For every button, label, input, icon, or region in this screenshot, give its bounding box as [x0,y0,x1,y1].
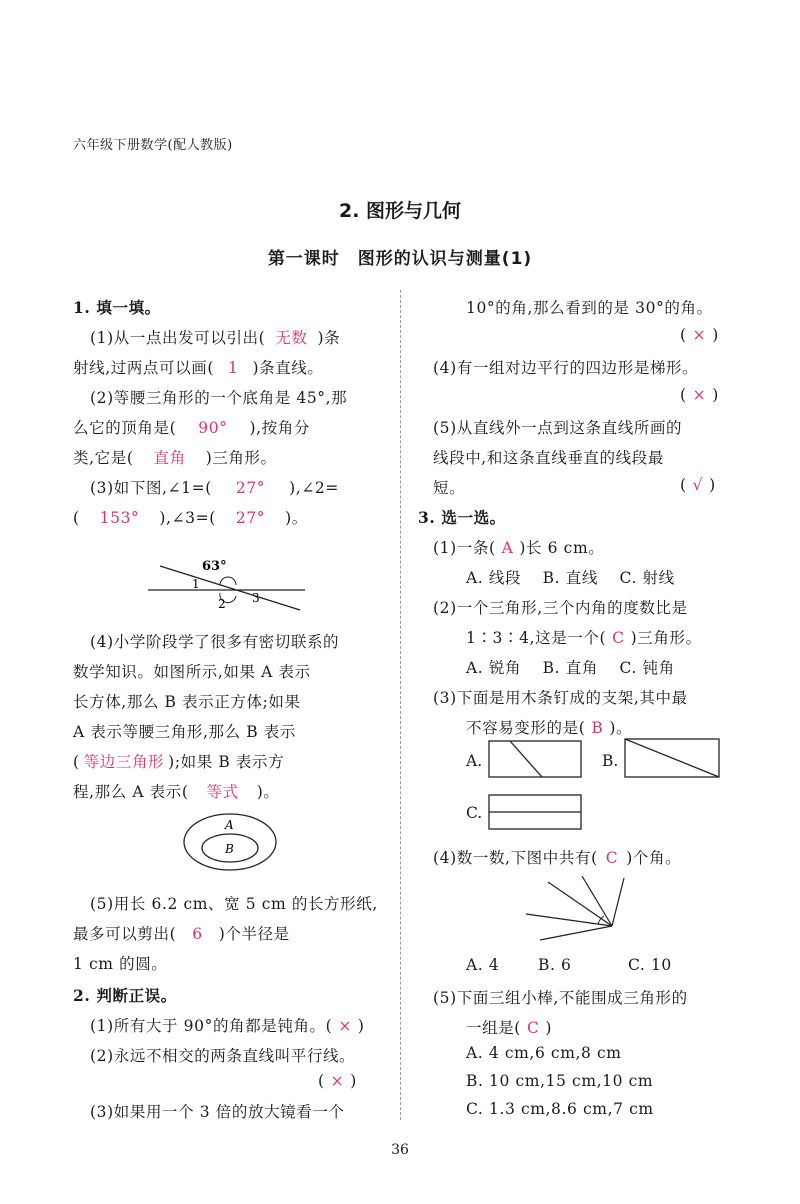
angle-63-label: 63° [202,559,227,574]
q2-2-line: (2)永远不相交的两条直线叫平行线。 [90,1047,356,1065]
angle-2-label: 2 [218,597,226,611]
answer: C [612,629,625,647]
brace-option-c-label: C. [466,804,483,822]
q3-2-line-b: 1∶3∶4,这是一个( C )三角形。 [466,629,702,647]
answer: 等边三角形 [83,753,165,771]
venn-figure [180,810,280,874]
q1-3-line-a: (3)如下图,∠1=( 27° ),∠2= [90,479,339,497]
q3-1-line: (1)一条( A )长 6 cm。 [433,539,605,557]
q1-1-line-b: 射线,过两点可以画( 1 )条直线。 [73,359,324,377]
page-number: 36 [391,1142,409,1158]
answer: √ [692,476,704,494]
q1-5-line-b: 最多可以剪出( 6 )个半径是 [73,925,290,943]
q1-4-line-f: 程,那么 A 表示( 等式 )。 [73,783,280,801]
q2-5-line-a: (5)从直线外一点到这条直线所画的 [433,419,683,437]
answer: B [591,719,604,737]
q1-3-line-b: ( 153° ),∠3=( 27° )。 [73,509,308,527]
answer: 153° [99,509,140,527]
question-2-heading: 2. 判断正误。 [73,986,177,1005]
q3-5-line-a: (5)下面三组小棒,不能围成三角形的 [433,989,688,1007]
q3-5-option-c: C. 1.3 cm,8.6 cm,7 cm [466,1100,654,1118]
q3-2-options: A. 锐角 B. 直角 C. 钝角 [466,659,675,677]
lesson-title: 第一课时 图形的认识与测量(1) [267,249,533,269]
q2-3-answer: ( × ) [680,326,719,344]
q1-2-line-c: 类,它是( 直角 )三角形。 [73,449,277,467]
venn-label-b: B [225,842,234,856]
q3-4-line: (4)数一数,下图中共有( C )个角。 [433,849,682,867]
q3-5-option-a: A. 4 cm,6 cm,8 cm [466,1044,622,1062]
answer: 27° [235,509,266,527]
q2-2-answer: ( × ) [318,1072,357,1090]
q1-4-line-b: 数学知识。如图所示,如果 A 表示 [73,663,311,681]
q2-5-line-c: 短。 [433,479,466,497]
brace-option-b-figure [624,738,720,778]
q3-4-option-b: B. 6 [538,956,572,974]
answer: C [526,1019,540,1037]
q3-2-line-a: (2)一个三角形,三个内角的度数比是 [433,599,688,617]
column-divider [400,290,401,1120]
q1-5-line-c: 1 cm 的圆。 [73,955,168,973]
question-1-heading: 1. 填一填。 [73,298,161,317]
q2-4-line: (4)有一组对边平行的四边形是梯形。 [433,359,699,377]
answer: × [692,326,707,344]
q1-4-line-c: 长方体,那么 B 表示正方体;如果 [73,693,301,711]
answer: 27° [235,479,266,497]
q3-3-line-a: (3)下面是用木条钉成的支架,其中最 [433,689,688,707]
q1-5-line-a: (5)用长 6.2 cm、宽 5 cm 的长方形纸, [90,895,378,913]
answer: 90° [198,419,228,437]
answer: 直角 [153,449,186,467]
section-title: 2. 图形与几何 [338,200,462,222]
q1-2-line-a: (2)等腰三角形的一个底角是 45°,那 [90,389,348,407]
q1-4-line-e: ( 等边三角形 );如果 B 表示方 [73,753,285,771]
brace-option-c-figure [488,794,582,830]
q2-3-line-b: 10°的角,那么看到的是 30°的角。 [466,299,713,317]
question-3-heading: 3. 选一选。 [418,508,506,527]
answer: 无数 [275,329,308,347]
q3-4-option-c: C. 10 [628,956,672,974]
q1-1-line-a: (1)从一点出发可以引出( 无数 )条 [90,329,341,347]
answer: × [330,1072,345,1090]
q2-5-line-b: 线段中,和这条直线垂直的线段最 [433,449,664,467]
q3-1-options: A. 线段 B. 直线 C. 射线 [466,569,675,587]
angle-3-label: 3 [252,591,260,605]
q3-3-line-b: 不容易变形的是( B )。 [466,719,633,737]
q2-3-line: (3)如果用一个 3 倍的放大镜看一个 [90,1103,345,1121]
q2-5-answer: ( √ ) [680,476,716,494]
page-header: 六年级下册数学(配人教版) [73,138,233,153]
rays-figure [520,874,630,944]
q1-2-line-b: 么它的顶角是( 90° ),按角分 [73,419,311,437]
answer: 1 [227,359,239,377]
q1-4-line-a: (4)小学阶段学了很多有密切联系的 [90,633,340,651]
venn-label-a: A [225,818,234,832]
q2-4-answer: ( × ) [680,386,719,404]
answer: C [605,849,619,867]
answer: × [692,386,707,404]
q3-5-option-b: B. 10 cm,15 cm,10 cm [466,1072,654,1090]
angle-figure [140,548,310,618]
angle-1-label: 1 [192,577,200,591]
answer: 6 [192,925,203,943]
brace-option-a-figure [488,740,582,778]
brace-option-a-label: A. [466,752,483,770]
brace-option-b-label: B. [602,752,619,770]
answer: × [338,1017,352,1035]
q3-4-option-a: A. 4 [466,956,500,974]
answer: A [501,539,514,557]
q3-5-line-b: 一组是( C ) [466,1019,553,1037]
q2-1-line: (1)所有大于 90°的角都是钝角。( × ) [90,1017,365,1035]
answer: 等式 [206,783,239,801]
q1-4-line-d: A 表示等腰三角形,那么 B 表示 [73,723,296,741]
